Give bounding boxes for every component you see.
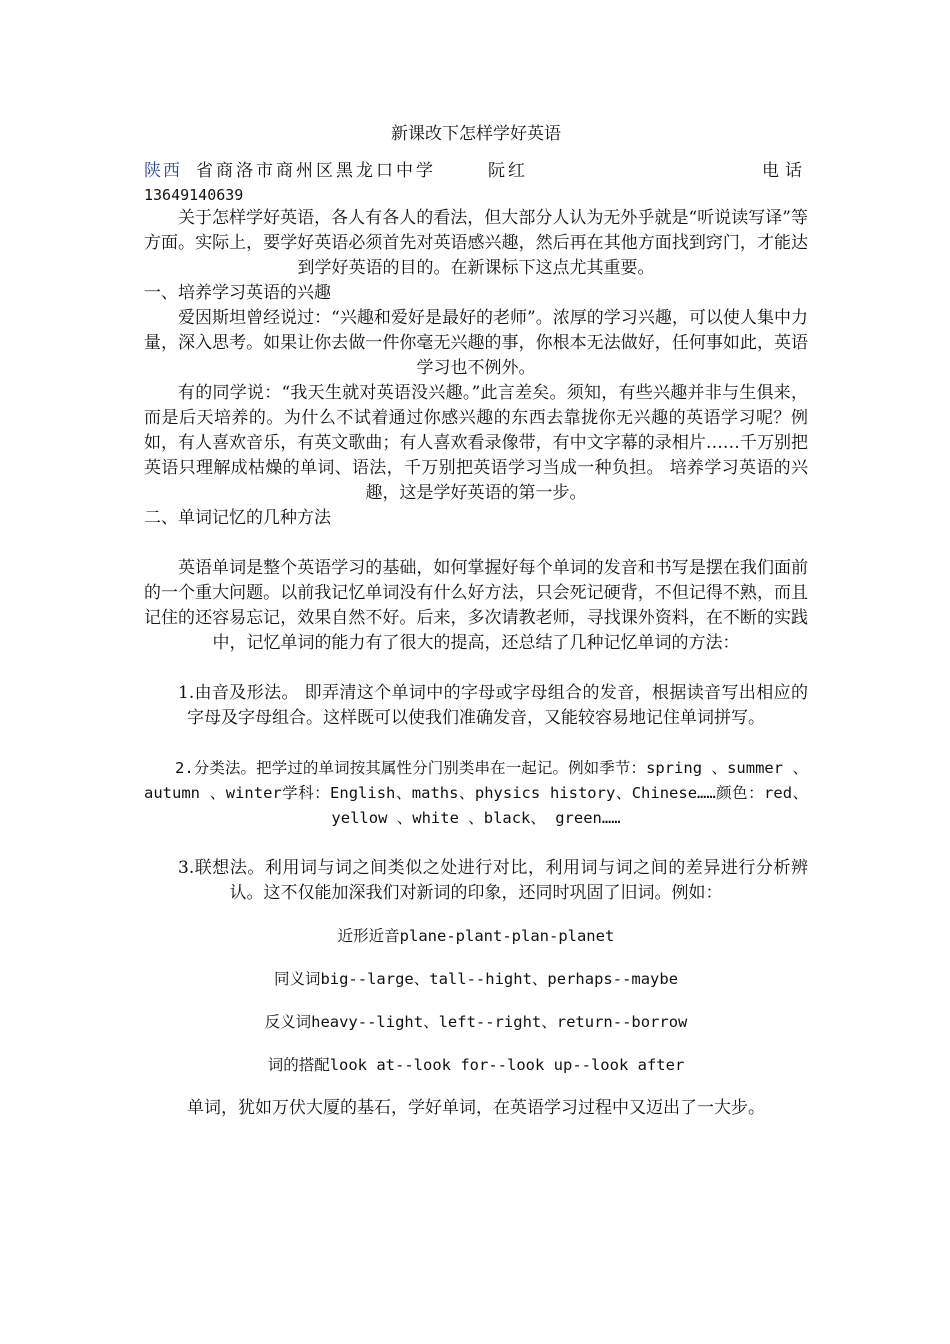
document-body bbox=[144, 122, 808, 1121]
conclusion-paragraph: 单词，犹如万伏大厦的基石，学好单词，在英语学习过程中又迈出了一大步。 bbox=[187, 1098, 765, 1118]
spacer bbox=[144, 831, 808, 856]
byline-phone-label: 电话 bbox=[762, 161, 808, 181]
method-3: 3.联想法。利用词与词之间类似之处进行对比，利用词与词之间的差异进行分析辨认。这不仅能加深我们对新词的印象，还同时巩固了旧词。例如： bbox=[178, 858, 808, 903]
method-1: 1.由音及形法。 即弄清这个单词中的字母或字母组合的发音，根据读音写出相应的字母及字母组合。这样既可以使我们准确发音，又能较容易地记住单词拼写。 bbox=[178, 683, 808, 728]
example-collocation: 词的搭配look at--look for--look up--look after bbox=[267, 1056, 685, 1074]
document-title: 新课改下怎样学好英语 bbox=[391, 124, 561, 144]
example-similar: 近形近音plane-plant-plan-planet bbox=[337, 927, 615, 945]
section-2-paragraph-1: 英语单词是整个英语学习的基础，如何掌握好每个单词的发音和书写是摆在我们面前的一个重大问题。以前我记忆单词没有什么好方法，只会死记硬背，不但记得不熟，而且记住的还容易忘记，效果自然不好。后来，多次请教老师，寻找课外资料，在不断的实践中，记忆单词的能力有了很大的提高，还总结了几种记忆单词的方法： bbox=[144, 558, 808, 653]
byline-school: 省商洛市商州区黑龙口中学 bbox=[196, 161, 436, 181]
byline bbox=[144, 159, 808, 184]
byline-phone: 13649140639 bbox=[144, 186, 244, 204]
example-synonym: 同义词big--large、tall--hight、perhaps--maybe bbox=[273, 970, 679, 988]
section-1-paragraph-1: 爱因斯坦曾经说过：“兴趣和爱好是最好的老师”。浓厚的学习兴趣，可以使人集中力量，深入思考。如果让你去做一件你毫无兴趣的事，你根本无法做好，任何事如此，英语学习也不例外。 bbox=[144, 308, 808, 378]
byline-author: 阮红 bbox=[488, 161, 528, 181]
section-1-heading: 一、培养学习英语的兴趣 bbox=[144, 283, 331, 303]
section-1-paragraph-2: 有的同学说：“我天生就对英语没兴趣。”此言差矣。须知，有些兴趣并非与生俱来，而是后天培养的。为什么不试着通过你感兴趣的东西去靠拢你无兴趣的英语学习呢？例如，有人喜欢音乐，有英文歌曲；有人喜欢看录像带，有中文字幕的录相片……千万别把英语只理解成枯燥的单词、语法，千万别把英语学习当成一种负担。 培养学习英语的兴趣，这是学好英语的第一步。 bbox=[144, 383, 808, 503]
spacer bbox=[144, 656, 808, 681]
spacer bbox=[144, 731, 808, 756]
intro-paragraph: 关于怎样学好英语，各人有各人的看法，但大部分人认为无外乎就是“听说读写译”等方面。实际上，要学好英语必须首先对英语感兴趣，然后再在其他方面找到窍门，才能达到学好英语的目的。在新课标下这点尤其重要。 bbox=[144, 208, 808, 278]
byline-province: 陕西 bbox=[144, 161, 182, 181]
spacer bbox=[144, 531, 808, 556]
method-2: 2.分类法。把学过的单词按其属性分门别类串在一起记。例如季节：spring 、summer 、autumn 、winter学科：English、maths、physics history、Chinese……颜色：red、yellow 、white 、black、 green…… bbox=[144, 759, 808, 827]
example-antonym: 反义词heavy--light、left--right、return--borrow bbox=[264, 1013, 688, 1031]
section-2-heading: 二、单词记忆的几种方法 bbox=[144, 508, 331, 528]
